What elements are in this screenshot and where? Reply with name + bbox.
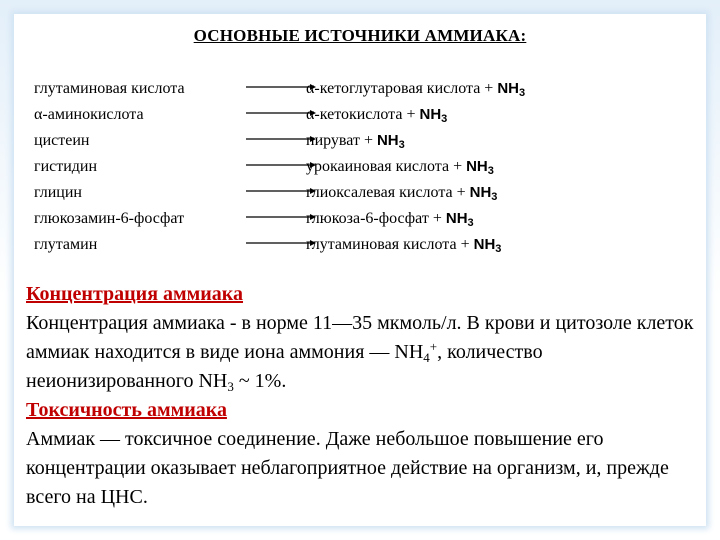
reaction-row xyxy=(34,76,684,102)
reaction-source: гистидин xyxy=(34,158,98,175)
reaction-product: пируват + $NH_3$ xyxy=(306,132,405,151)
ammonia-formula: $NH_3$ xyxy=(466,158,494,177)
reaction-product: α-кетоглутаровая кислота + $NH_3$ xyxy=(306,80,526,99)
reaction-row xyxy=(34,180,684,206)
reaction-product: глутаминовая кислота + $NH_3$ xyxy=(306,236,502,255)
reaction-source: глутаминовая кислота xyxy=(34,80,185,97)
ammonia-formula: $NH_3$ xyxy=(445,210,474,229)
reaction-product: α-кетокислота + $NH_3$ xyxy=(306,106,448,125)
concentration-heading: Концентрация аммиака xyxy=(26,283,244,305)
concentration-paragraph: Концентрация аммиака - в норме 11—35 мкмоль/л. В крови и цитозоле клеток аммиак находится в виде иона аммония — $NH_4^+$, количество неионизированного $NH_3$ ~ 1%. xyxy=(26,312,694,394)
reaction-product: урокаиновая кислота + $NH_3$ xyxy=(306,158,494,177)
reaction-row xyxy=(34,128,684,154)
ammonia-formula: $NH_3$ xyxy=(419,106,448,125)
reaction-source: цистеин xyxy=(34,132,90,149)
toxicity-paragraph: Аммиак — токсичное соединение. Даже небольшое повышение его концентрации оказывает неблагоприятное действие на организм, и, прежде всего на ЦНС. xyxy=(26,428,669,508)
reaction-row xyxy=(34,232,684,258)
body-text xyxy=(26,280,696,512)
ammonia-formula: $NH_3$ xyxy=(473,236,502,255)
ammonia-formula: $NH_3$ xyxy=(469,184,498,203)
ammonia-formula: $NH_3$ xyxy=(497,80,526,99)
slide-title: ОСНОВНЫЕ ИСТОЧНИКИ АММИАКА: xyxy=(193,26,527,45)
reaction-row xyxy=(34,154,684,180)
reaction-row xyxy=(34,206,684,232)
reaction-source: α-аминокислота xyxy=(34,106,144,123)
reaction-product: глюкоза-6-фосфат + $NH_3$ xyxy=(306,210,474,229)
reaction-row xyxy=(34,102,684,128)
reaction-source: глутамин xyxy=(34,236,98,253)
reaction-list xyxy=(34,76,684,258)
reaction-product: глиоксалевая кислота + $NH_3$ xyxy=(306,184,498,203)
reaction-source: глюкозамин-6-фосфат xyxy=(34,210,185,227)
reaction-source: глицин xyxy=(34,184,82,201)
toxicity-heading: Токсичность аммиака xyxy=(26,399,227,421)
ammonia-formula: $NH_3$ xyxy=(376,132,405,151)
